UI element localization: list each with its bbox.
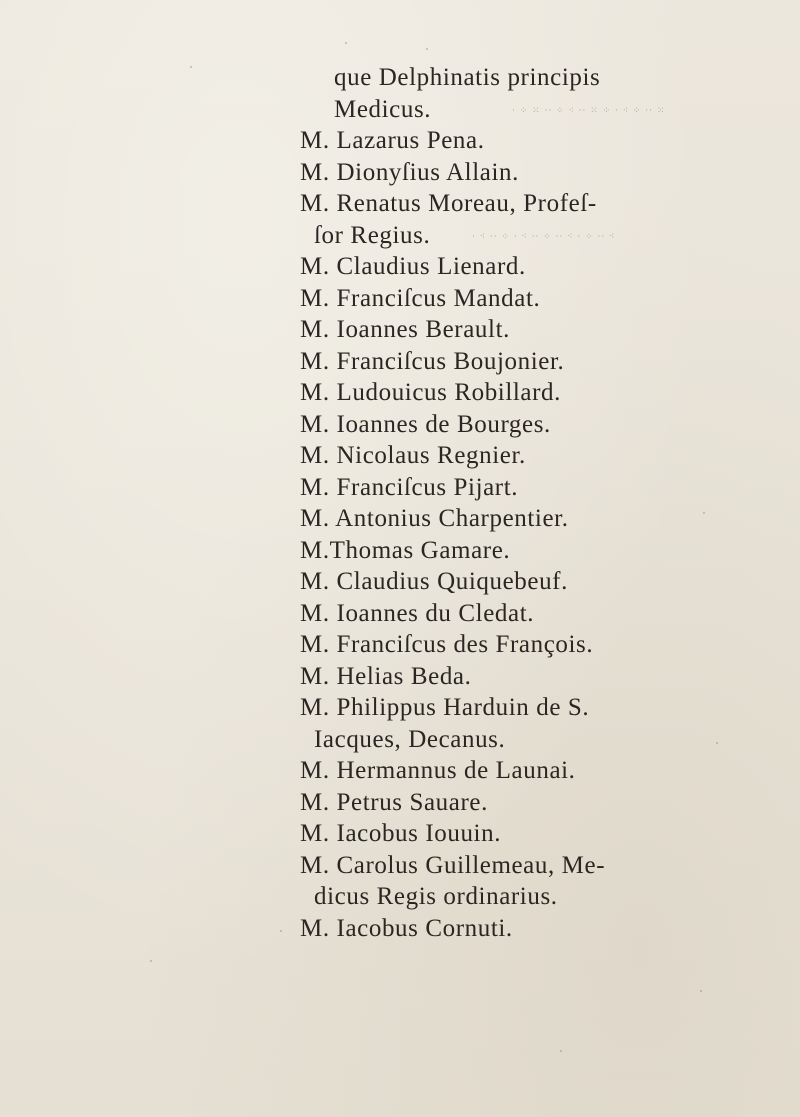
- text-line: Medicus.: [334, 95, 432, 123]
- text-line: M. Claudius Lienard.: [300, 253, 526, 280]
- text-line: dicus Regis ordinarius.: [314, 883, 558, 910]
- paper-speck: [700, 990, 702, 992]
- paper-speck: [190, 66, 192, 68]
- text-line: ſor Regius.: [314, 221, 431, 249]
- paper-speck: [150, 960, 152, 962]
- text-line: M. Helias Beda.: [300, 662, 472, 690]
- text-line: M. Franciſcus Boujonier.: [300, 347, 565, 375]
- text-line: M. Ludouicus Robillard.: [300, 379, 562, 406]
- paper-speck: [560, 1050, 562, 1052]
- text-line: M. Iacobus Iouuin.: [300, 820, 502, 847]
- text-line: M. Ioannes de Bourges.: [300, 410, 551, 438]
- text-line: que Delphinatis principis: [334, 64, 601, 91]
- text-line: M. Franciſcus Mandat.: [300, 284, 541, 312]
- text-line: M. Ioannes Berault.: [300, 316, 510, 343]
- text-line: M. Iacobus Cornuti.: [300, 914, 513, 942]
- text-line: M. Hermannus de Launai.: [300, 757, 576, 784]
- text-line: M. Nicolaus Regnier.: [300, 442, 526, 469]
- text-line: M. Lazarus Pena.: [300, 127, 485, 154]
- text-line: M. Renatus Moreau, Profeſ-: [300, 190, 597, 217]
- text-line: M. Dionyſius Allain.: [300, 158, 519, 186]
- text-line: M. Franciſcus des François.: [300, 631, 594, 658]
- text-line: M.Thomas Gamare.: [300, 536, 511, 564]
- text-line: M. Carolus Guillemeau, Me-: [300, 851, 606, 879]
- text-line: Iacques, Decanus.: [314, 725, 506, 753]
- text-line: M. Ioannes du Cledat.: [300, 599, 535, 627]
- paper-speck: [703, 512, 705, 514]
- show-through-ornament: · ⁖ ·· ⁘ · ⁖ ·· ⁘ ·· ⁖ · ⁘ ·· ⁖: [472, 232, 616, 242]
- text-line: M. Petrus Sauare.: [300, 788, 488, 816]
- paper-speck: [280, 930, 282, 932]
- member-list: [300, 62, 740, 944]
- text-line: M. Franciſcus Pijart.: [300, 473, 519, 501]
- paper-speck: [426, 48, 428, 50]
- show-through-ornament: · ⁘ ⁙ ·· ⁘ ⁖ ·· ⁙ ⁘ · ⁖ ⁘ ·· ⁙: [512, 106, 666, 116]
- paper-speck: [345, 42, 347, 44]
- text-line: M. Antonius Charpentier.: [300, 505, 569, 532]
- text-line: M. Philippus Harduin de S.: [300, 694, 590, 721]
- text-line: M. Claudius Quiquebeuf.: [300, 568, 568, 595]
- paper-speck: [716, 742, 718, 744]
